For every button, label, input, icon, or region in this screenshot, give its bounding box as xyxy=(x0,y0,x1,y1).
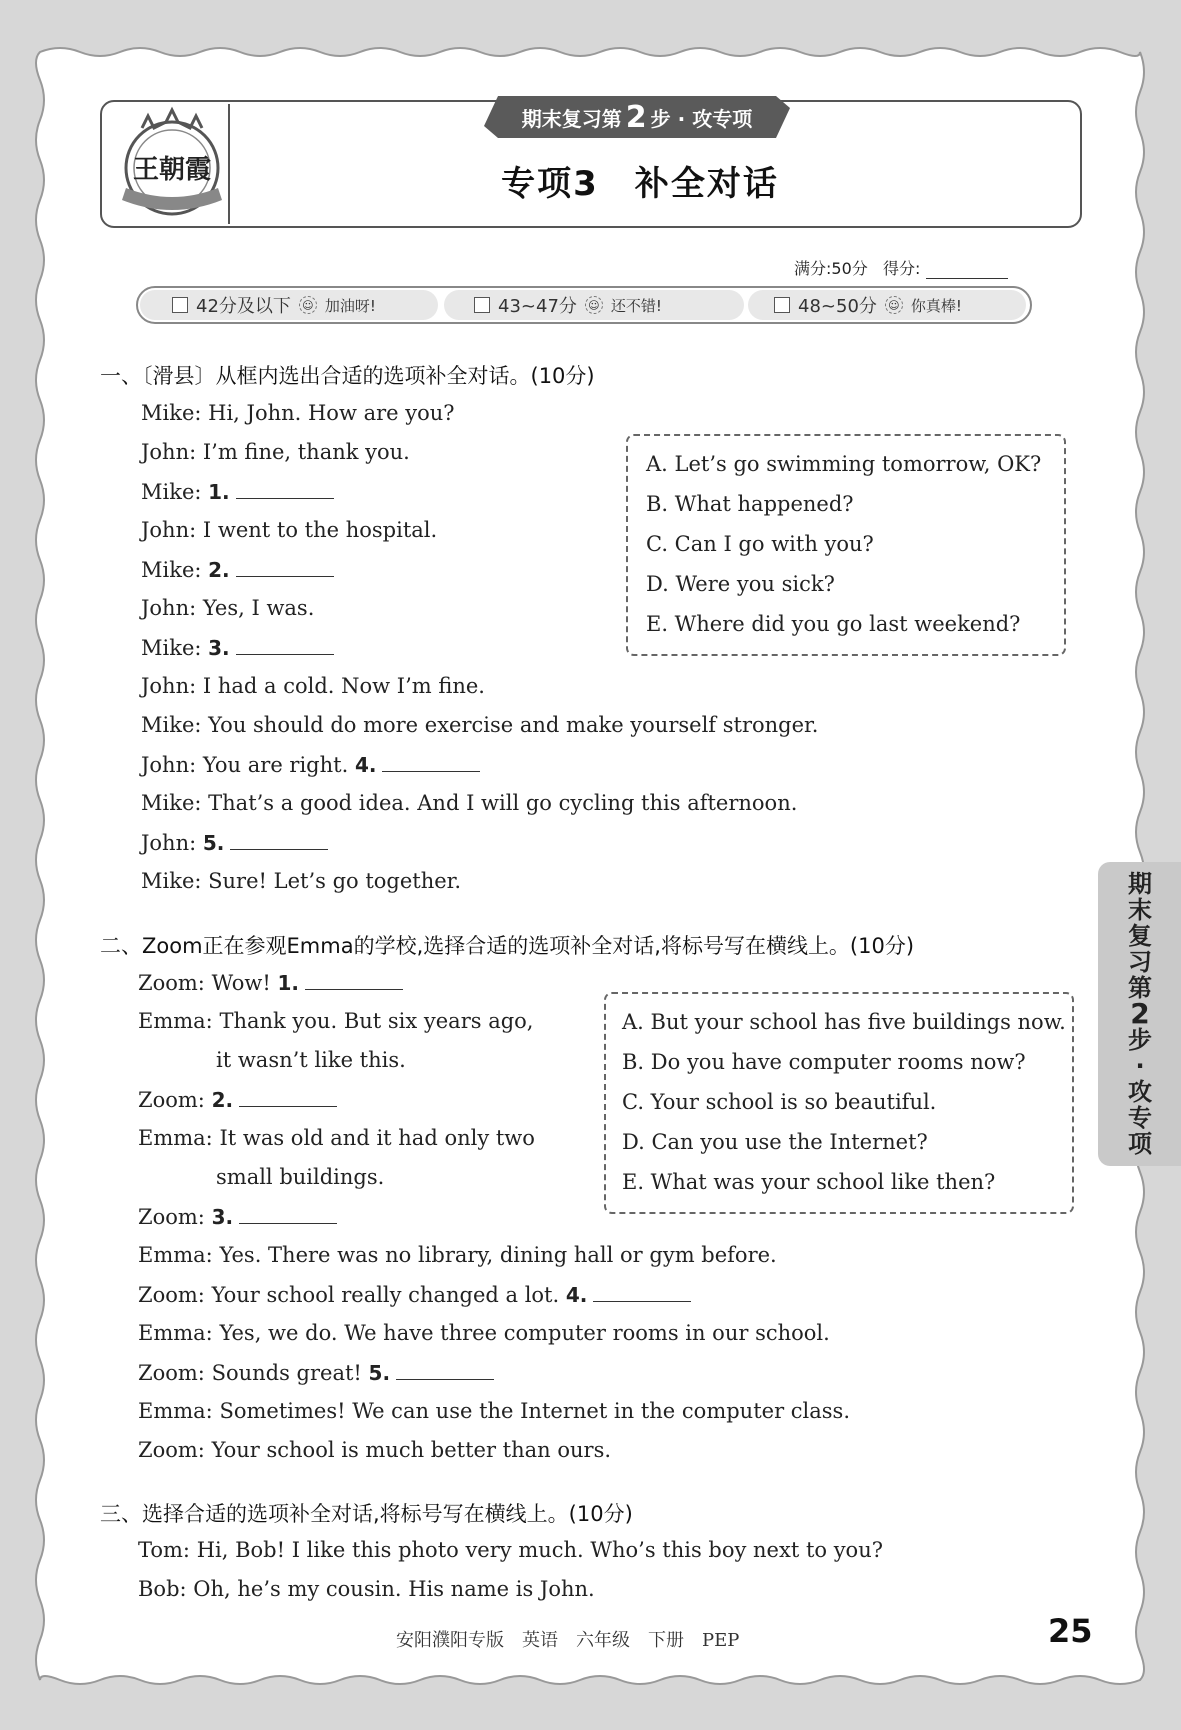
dialogue-line xyxy=(141,869,461,893)
dialogue-line xyxy=(138,1087,337,1112)
dialogue-line xyxy=(141,557,334,582)
dialogue-line xyxy=(138,970,403,995)
side-tab-char: 步 xyxy=(1128,1026,1152,1054)
line-text: It was old and it had only two xyxy=(219,1126,535,1150)
answer-blank[interactable] xyxy=(236,635,334,655)
question-number: 5. xyxy=(202,831,225,855)
grade-range: 43~47分 xyxy=(498,296,577,317)
speaker: Mike: xyxy=(141,480,202,504)
line-text: Yes. There was no library, dining hall or gym before. xyxy=(219,1243,777,1267)
dialogue-line xyxy=(141,518,437,542)
dialogue-line xyxy=(141,713,818,737)
answer-blank[interactable] xyxy=(236,479,334,499)
question-number: 4. xyxy=(565,1283,588,1307)
line-text: Sometimes! We can use the Internet in the computer class. xyxy=(219,1399,851,1423)
logo-divider xyxy=(228,104,230,224)
line-text: Your school really changed a lot. xyxy=(211,1283,560,1307)
grade-checkbox[interactable] xyxy=(172,297,188,313)
dialogue-line xyxy=(138,1321,830,1345)
grade-segment xyxy=(444,290,744,320)
section-2-title: 二、Zoom正在参观Emma的学校,选择合适的选项补全对话,将标号写在横线上。(10分) xyxy=(100,934,915,958)
score-line xyxy=(794,256,1008,279)
grade-range: 42分及以下 xyxy=(196,296,291,317)
option-item: E. What was your school like then? xyxy=(622,1170,996,1194)
speaker: Mike: xyxy=(141,558,202,582)
answer-blank[interactable] xyxy=(236,557,334,577)
dialogue-line xyxy=(141,674,485,698)
speaker: Emma: xyxy=(138,1321,213,1345)
step-prefix: 期末复习第 xyxy=(521,106,622,131)
speaker: Zoom: xyxy=(138,1438,205,1462)
step-label xyxy=(484,96,790,138)
option-item: D. Can you use the Internet? xyxy=(622,1130,928,1154)
speaker: Mike: xyxy=(141,713,202,737)
side-tab-char: 期 xyxy=(1128,870,1152,898)
side-tab-char: 第 xyxy=(1128,974,1152,1002)
answer-blank[interactable] xyxy=(239,1087,337,1107)
grade-cheer: 还不错! xyxy=(610,296,662,315)
dialogue-line xyxy=(138,1009,533,1033)
page-number: 25 xyxy=(1048,1612,1093,1650)
smiley-icon: ☺ xyxy=(885,296,903,314)
speaker: Mike: xyxy=(141,791,202,815)
grade-cheer: 加油呀! xyxy=(324,296,376,315)
speaker: Emma: xyxy=(138,1009,213,1033)
dialogue-line xyxy=(138,1282,691,1307)
speaker: John: xyxy=(141,674,197,698)
line-text: You are right. xyxy=(202,753,349,777)
dialogue-line xyxy=(138,1360,494,1385)
dialogue-line xyxy=(138,1438,611,1462)
section-3-title: 三、选择合适的选项补全对话,将标号写在横线上。(10分) xyxy=(100,1502,633,1526)
full-score: 满分:50分 xyxy=(794,259,868,278)
logo-text: 王朝霞 xyxy=(132,155,212,185)
answer-blank[interactable] xyxy=(239,1204,337,1224)
dialogue-line xyxy=(141,635,334,660)
line-text: That’s a good idea. And I will go cycling this afternoon. xyxy=(208,791,798,815)
speaker: Zoom: xyxy=(138,1088,205,1112)
side-tab-char: 末 xyxy=(1128,896,1152,924)
dialogue-line xyxy=(138,1243,777,1267)
question-number: 5. xyxy=(368,1361,391,1385)
dialogue-line xyxy=(138,1577,595,1601)
speaker: Mike: xyxy=(141,401,202,425)
side-tab xyxy=(1098,862,1181,1166)
line-text: I’m fine, thank you. xyxy=(202,440,410,464)
option-item: A. Let’s go swimming tomorrow, OK? xyxy=(646,452,1042,476)
option-item: D. Were you sick? xyxy=(646,572,835,596)
line-text: Your school is much better than ours. xyxy=(211,1438,612,1462)
answer-blank[interactable] xyxy=(230,830,328,850)
smiley-icon: ☺ xyxy=(585,296,603,314)
speaker: John: xyxy=(141,440,197,464)
answer-blank[interactable] xyxy=(305,970,403,990)
dialogue-line xyxy=(141,791,797,815)
speaker: John: xyxy=(141,596,197,620)
option-item: B. Do you have computer rooms now? xyxy=(622,1050,1026,1074)
line-text: small buildings. xyxy=(216,1165,385,1189)
speaker: Zoom: xyxy=(138,971,205,995)
grade-checkbox[interactable] xyxy=(774,297,790,313)
speaker: John: xyxy=(141,518,197,542)
dialogue-line xyxy=(138,1538,883,1562)
speaker: Zoom: xyxy=(138,1205,205,1229)
grade-checkbox[interactable] xyxy=(474,297,490,313)
option-item: B. What happened? xyxy=(646,492,854,516)
speaker: Emma: xyxy=(138,1399,213,1423)
question-number: 3. xyxy=(211,1205,234,1229)
page-title: 专项3 补全对话 xyxy=(501,164,779,204)
got-score-blank[interactable] xyxy=(926,259,1008,279)
dialogue-line xyxy=(141,596,314,620)
option-item: E. Where did you go last weekend? xyxy=(646,612,1021,636)
side-tab-char: 攻 xyxy=(1128,1078,1152,1106)
speaker: John: xyxy=(141,831,197,855)
dialogue-line xyxy=(138,1204,337,1229)
speaker: Mike: xyxy=(141,869,202,893)
answer-blank[interactable] xyxy=(593,1282,691,1302)
dialogue-line xyxy=(141,752,480,777)
speaker: Bob: xyxy=(138,1577,187,1601)
question-number: 1. xyxy=(277,971,299,995)
dialogue-line xyxy=(141,830,328,855)
side-tab-char: 专 xyxy=(1128,1104,1152,1132)
speaker: Emma: xyxy=(138,1243,213,1267)
line-text: Hi, John. How are you? xyxy=(208,401,455,425)
line-text: Yes, we do. We have three computer rooms in our school. xyxy=(219,1321,830,1345)
line-text: You should do more exercise and make yourself stronger. xyxy=(208,713,819,737)
side-tab-char: · xyxy=(1135,1052,1145,1080)
dialogue-line xyxy=(138,1126,535,1150)
line-text: I went to the hospital. xyxy=(202,518,438,542)
dialogue-line xyxy=(216,1048,406,1072)
dialogue-line xyxy=(216,1165,384,1189)
speaker: Mike: xyxy=(141,636,202,660)
footer-text: 安阳濮阳专版 英语 六年级 下册 PEP xyxy=(396,1630,740,1651)
question-number: 4. xyxy=(354,753,377,777)
step-suffix: 步 · 攻专项 xyxy=(650,106,753,131)
line-text: Thank you. But six years ago, xyxy=(219,1009,534,1033)
grade-segment xyxy=(748,290,1026,320)
side-tab-char: 2 xyxy=(1130,997,1150,1030)
line-text: Hi, Bob! I like this photo very much. Who’s this boy next to you? xyxy=(196,1538,883,1562)
dialogue-line xyxy=(141,479,334,504)
dialogue-line xyxy=(141,401,455,425)
line-text: Oh, he’s my cousin. His name is John. xyxy=(193,1577,595,1601)
question-number: 2. xyxy=(211,1088,234,1112)
speaker: Emma: xyxy=(138,1126,213,1150)
line-text: Wow! xyxy=(211,971,271,995)
question-number: 1. xyxy=(208,480,230,504)
grade-cheer: 你真棒! xyxy=(910,296,962,315)
speaker: John: xyxy=(141,753,197,777)
option-item: C. Can I go with you? xyxy=(646,532,874,556)
dialogue-line xyxy=(138,1399,850,1423)
question-number: 3. xyxy=(208,636,230,660)
line-text: Sure! Let’s go together. xyxy=(208,869,462,893)
grade-range: 48~50分 xyxy=(798,296,877,317)
speaker: Zoom: xyxy=(138,1361,205,1385)
option-item: C. Your school is so beautiful. xyxy=(622,1090,937,1114)
speaker: Zoom: xyxy=(138,1283,205,1307)
grade-segment xyxy=(140,290,438,320)
answer-blank[interactable] xyxy=(396,1360,494,1380)
side-tab-char: 复 xyxy=(1128,922,1152,950)
smiley-icon: ☺ xyxy=(299,296,317,314)
side-tab-char: 习 xyxy=(1128,948,1152,976)
section-1-title: 一、〔滑县〕从框内选出合适的选项补全对话。(10分) xyxy=(100,364,595,388)
answer-blank[interactable] xyxy=(382,752,480,772)
line-text: I had a cold. Now I’m fine. xyxy=(202,674,485,698)
logo-seal-icon xyxy=(112,106,232,224)
speaker: Tom: xyxy=(138,1538,191,1562)
side-tab-char: 项 xyxy=(1128,1130,1152,1158)
got-score-label: 得分: xyxy=(883,259,921,278)
question-number: 2. xyxy=(208,558,230,582)
dialogue-line xyxy=(141,440,410,464)
option-item: A. But your school has five buildings now. xyxy=(622,1010,1066,1034)
line-text: Yes, I was. xyxy=(202,596,315,620)
line-text: it wasn’t like this. xyxy=(216,1048,406,1072)
step-number: 2 xyxy=(625,99,647,135)
line-text: Sounds great! xyxy=(211,1361,362,1385)
